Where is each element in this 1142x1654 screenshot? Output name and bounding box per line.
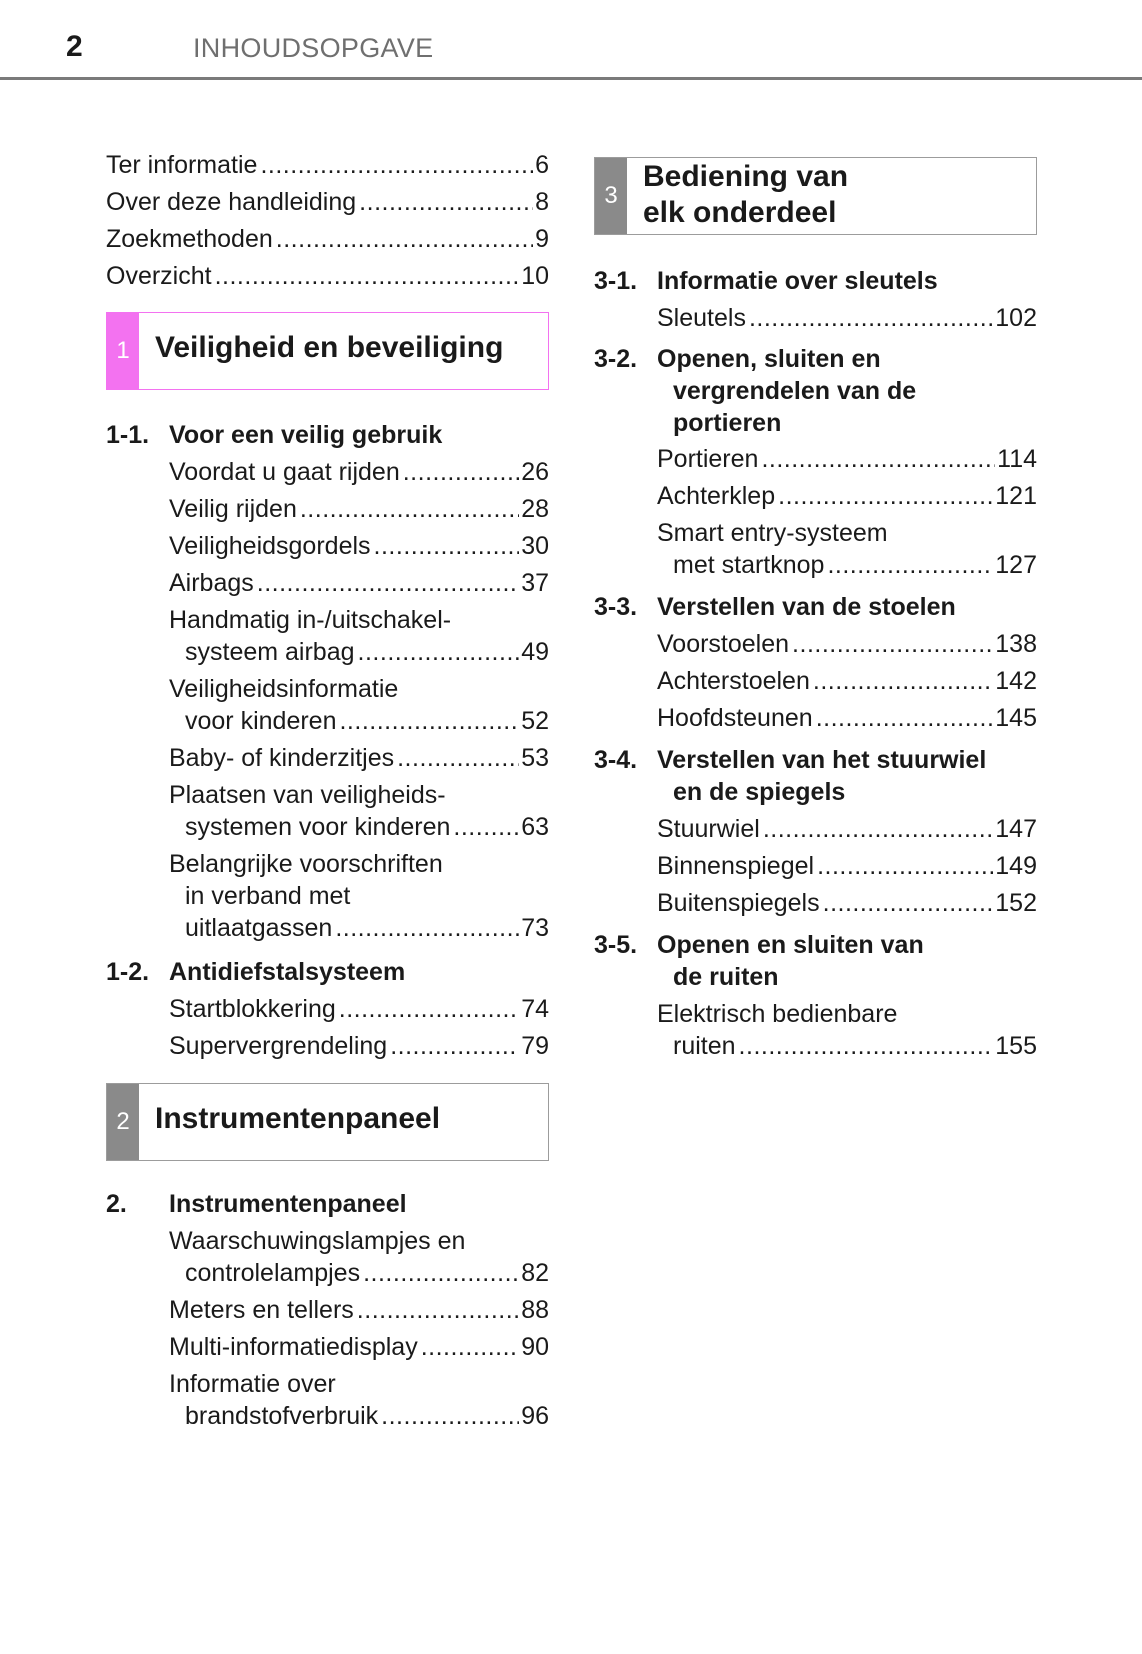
toc-entry-line[interactable]: Informatie over: [169, 1370, 336, 1398]
toc-entry[interactable]: Achterstoelen ..... 142: [657, 665, 1037, 697]
toc-entry[interactable]: brandstofverbruik ..... 96: [185, 1400, 549, 1432]
chapter-3-title-line2: elk onderdeel: [643, 196, 837, 229]
toc-entry[interactable]: Voordat u gaat rijden ..... 26: [169, 456, 549, 488]
toc-entry[interactable]: Multi-informatiedisplay ..... 90: [169, 1331, 549, 1363]
toc-entry[interactable]: Binnenspiegel ..... 149: [657, 850, 1037, 882]
chapter-1-title: Veiligheid en beveiliging: [155, 331, 504, 364]
toc-entry[interactable]: Airbags ..... 37: [169, 567, 549, 599]
toc-entry[interactable]: Startblokkering ..... 74: [169, 993, 549, 1025]
toc-entry-line[interactable]: in verband met: [185, 882, 351, 910]
toc-entry-line[interactable]: Veiligheidsinformatie: [169, 675, 399, 703]
chapter-3-tab: 3: [595, 158, 627, 234]
section-number: 3-4.: [594, 746, 638, 774]
chapter-1-tab: 1: [107, 313, 139, 389]
toc-entry[interactable]: systeem airbag ..... 49: [185, 636, 549, 668]
toc-entry[interactable]: uitlaatgassen ..... 73: [185, 912, 549, 944]
section-title[interactable]: Verstellen van de stoelen: [657, 593, 956, 621]
chapter-2-header[interactable]: [106, 1083, 549, 1161]
toc-entry[interactable]: Veiligheidsgordels ..... 30: [169, 530, 549, 562]
chapter-2-tab: 2: [107, 1084, 139, 1160]
toc-entry[interactable]: Baby- of kinderzitjes ..... 53: [169, 742, 549, 774]
toc-entry[interactable]: Hoofdsteunen ..... 145: [657, 702, 1037, 734]
section-title[interactable]: Voor een veilig gebruik: [169, 421, 443, 449]
section-number: 3-5.: [594, 931, 638, 959]
header-title: INHOUDSOPGAVE: [193, 33, 434, 63]
chapter-3-header[interactable]: [594, 157, 1037, 235]
section-number: 3-1.: [594, 267, 638, 295]
chapter-2-title: Instrumentenpaneel: [155, 1102, 441, 1135]
section-title[interactable]: de ruiten: [673, 963, 779, 991]
section-title[interactable]: en de spiegels: [673, 778, 846, 806]
page-number: 2: [66, 30, 83, 63]
toc-entry[interactable]: systemen voor kinderen ..... 63: [185, 811, 549, 843]
section-title[interactable]: portieren: [673, 409, 782, 437]
section-number: 3-3.: [594, 593, 638, 621]
toc-entry[interactable]: Portieren ..... 114: [657, 443, 1037, 475]
section-number: 3-2.: [594, 345, 638, 373]
section-title[interactable]: vergrendelen van de: [673, 377, 917, 405]
toc-entry-line[interactable]: Waarschuwingslampjes en: [169, 1227, 466, 1255]
section-title[interactable]: Verstellen van het stuurwiel: [657, 746, 987, 774]
section-title[interactable]: Openen, sluiten en: [657, 345, 881, 373]
toc-entry-line[interactable]: Belangrijke voorschriften: [169, 850, 443, 878]
toc-entry[interactable]: Meters en tellers ..... 88: [169, 1294, 549, 1326]
toc-right-column: [594, 0, 1037, 1654]
section-title[interactable]: Instrumentenpaneel: [169, 1190, 407, 1218]
section-number: 2.: [106, 1190, 127, 1218]
toc-entry[interactable]: Voorstoelen ..... 138: [657, 628, 1037, 660]
toc-entry[interactable]: Achterklep ..... 121: [657, 480, 1037, 512]
toc-entry[interactable]: Stuurwiel ..... 147: [657, 813, 1037, 845]
toc-entry[interactable]: ruiten ..... 155: [673, 1030, 1037, 1062]
chapter-3-title-line1: Bediening van: [643, 160, 849, 193]
section-title[interactable]: Antidiefstalsysteem: [169, 958, 406, 986]
toc-entry[interactable]: Over deze handleiding ..... 8: [106, 186, 549, 218]
toc-entry-line[interactable]: Elektrisch bedienbare: [657, 1000, 898, 1028]
toc-entry[interactable]: Sleutels ..... 102: [657, 302, 1037, 334]
toc-entry[interactable]: controlelampjes ..... 82: [185, 1257, 549, 1289]
toc-entry[interactable]: Veilig rijden ..... 28: [169, 493, 549, 525]
toc-entry[interactable]: Ter informatie ..... 6: [106, 149, 549, 181]
section-number: 1-2.: [106, 958, 150, 986]
toc-entry[interactable]: Overzicht ..... 10: [106, 260, 549, 292]
section-title[interactable]: Informatie over sleutels: [657, 267, 938, 295]
toc-entry[interactable]: Zoekmethoden ..... 9: [106, 223, 549, 255]
toc-left-column: [106, 0, 549, 1654]
toc-entry[interactable]: Supervergrendeling ..... 79: [169, 1030, 549, 1062]
toc-entry[interactable]: voor kinderen ..... 52: [185, 705, 549, 737]
section-number: 1-1.: [106, 421, 150, 449]
toc-entry-line[interactable]: Smart entry-systeem: [657, 519, 888, 547]
toc-entry-line[interactable]: Plaatsen van veiligheids-: [169, 781, 446, 809]
chapter-1-header[interactable]: [106, 312, 549, 390]
toc-entry-line[interactable]: Handmatig in-/uitschakel-: [169, 606, 452, 634]
section-title[interactable]: Openen en sluiten van: [657, 931, 924, 959]
toc-entry[interactable]: met startknop ..... 127: [673, 549, 1037, 581]
toc-entry[interactable]: Buitenspiegels ..... 152: [657, 887, 1037, 919]
